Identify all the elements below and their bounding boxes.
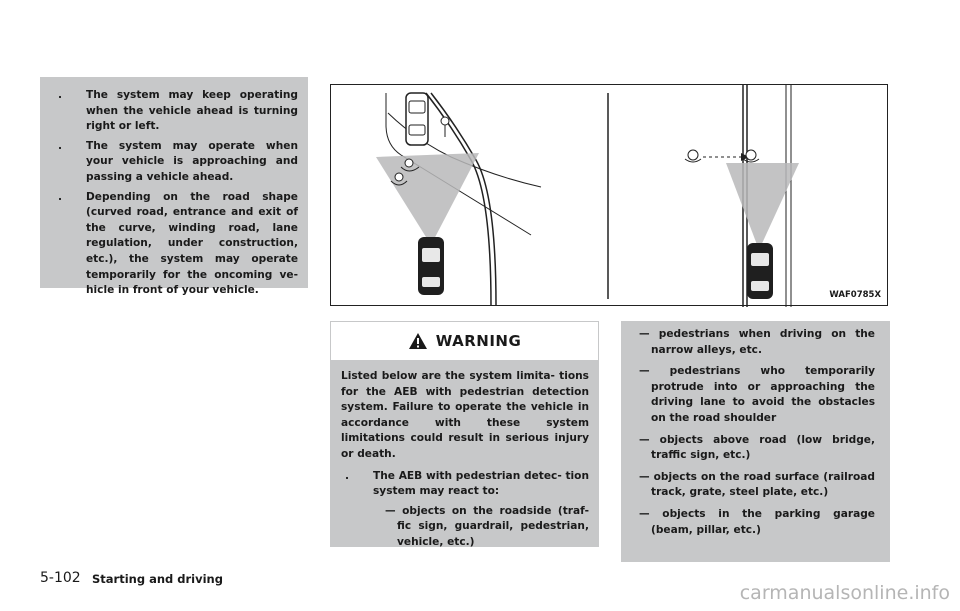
page-number: 5-102 (40, 570, 81, 586)
figure-code: WAF0785X (829, 290, 881, 300)
dash-item: — objects on the roadside (traf- fic sign, guardrail, pedestrian, vehicle, etc.) (385, 504, 589, 548)
list-item (341, 469, 589, 551)
bullet-symbol: . (58, 89, 63, 101)
warning-intro: Listed below are the system limita- tions for the AEB with pedestrian detection system. Failure to operate the vehicle in accordance with these system limitations could result in serious injury or death. (341, 370, 589, 460)
straight-road-scene (685, 85, 799, 307)
list-item (50, 139, 298, 186)
vehicle-ahead (406, 93, 428, 145)
dash-item: — objects above road (low bridge, traffic sign, etc.) (639, 433, 875, 462)
sensor-beam-right (726, 163, 799, 250)
crossing-pedestrian (685, 150, 759, 162)
dash-list (621, 327, 875, 544)
warning-title: WARNING (435, 332, 522, 350)
own-vehicle-left (418, 237, 444, 295)
bullet-text: The AEB with pedestrian detec- tion system may react to: (373, 469, 589, 498)
bullet-symbol: . (58, 190, 63, 203)
list-item (50, 190, 298, 299)
dash-item: — objects on the road surface (railroad track, grate, steel plate, etc.) (639, 470, 875, 499)
warning-continued-box (621, 321, 890, 562)
dash-item: — objects in the parking garage (beam, pillar, etc.) (639, 507, 875, 536)
sensor-beam-left (376, 153, 479, 245)
warning-box (330, 321, 599, 547)
notes-list (50, 88, 298, 303)
curved-road-scene (376, 93, 541, 305)
warning-body (341, 369, 589, 551)
notes-box (40, 77, 308, 297)
illustration-figure (330, 84, 888, 306)
illustration-drawing (331, 85, 889, 307)
warning-header (330, 321, 599, 361)
bullet-symbol: . (345, 469, 350, 482)
bullet-text: Depending on the road shape (curved road, entrance and exit of the curve, winding road, lane regulation, under construction, etc.), the system may operate temporarily for the oncoming ve- hicle in front of your vehicle. (86, 190, 298, 297)
section-title: Starting and driving (92, 572, 223, 586)
list-item (50, 88, 298, 135)
watermark: carmanualsonline.info (739, 582, 950, 604)
bullet-symbol: . (58, 139, 63, 152)
bullet-text: The system may keep operating when the vehicle ahead is turning right or left. (86, 89, 298, 133)
dash-item: — pedestrians when driving on the narrow alleys, etc. (639, 328, 875, 356)
bullet-text: The system may operate when your vehicle is approaching and passing a vehicle ahead. (86, 139, 298, 183)
warning-triangle-icon (408, 332, 428, 350)
own-vehicle-right (747, 243, 773, 299)
sign-post (441, 117, 449, 137)
dash-item: — pedestrians who temporarily protrude into or approaching the driving lane to avoid the obstacles on the road shoulder (639, 365, 875, 424)
